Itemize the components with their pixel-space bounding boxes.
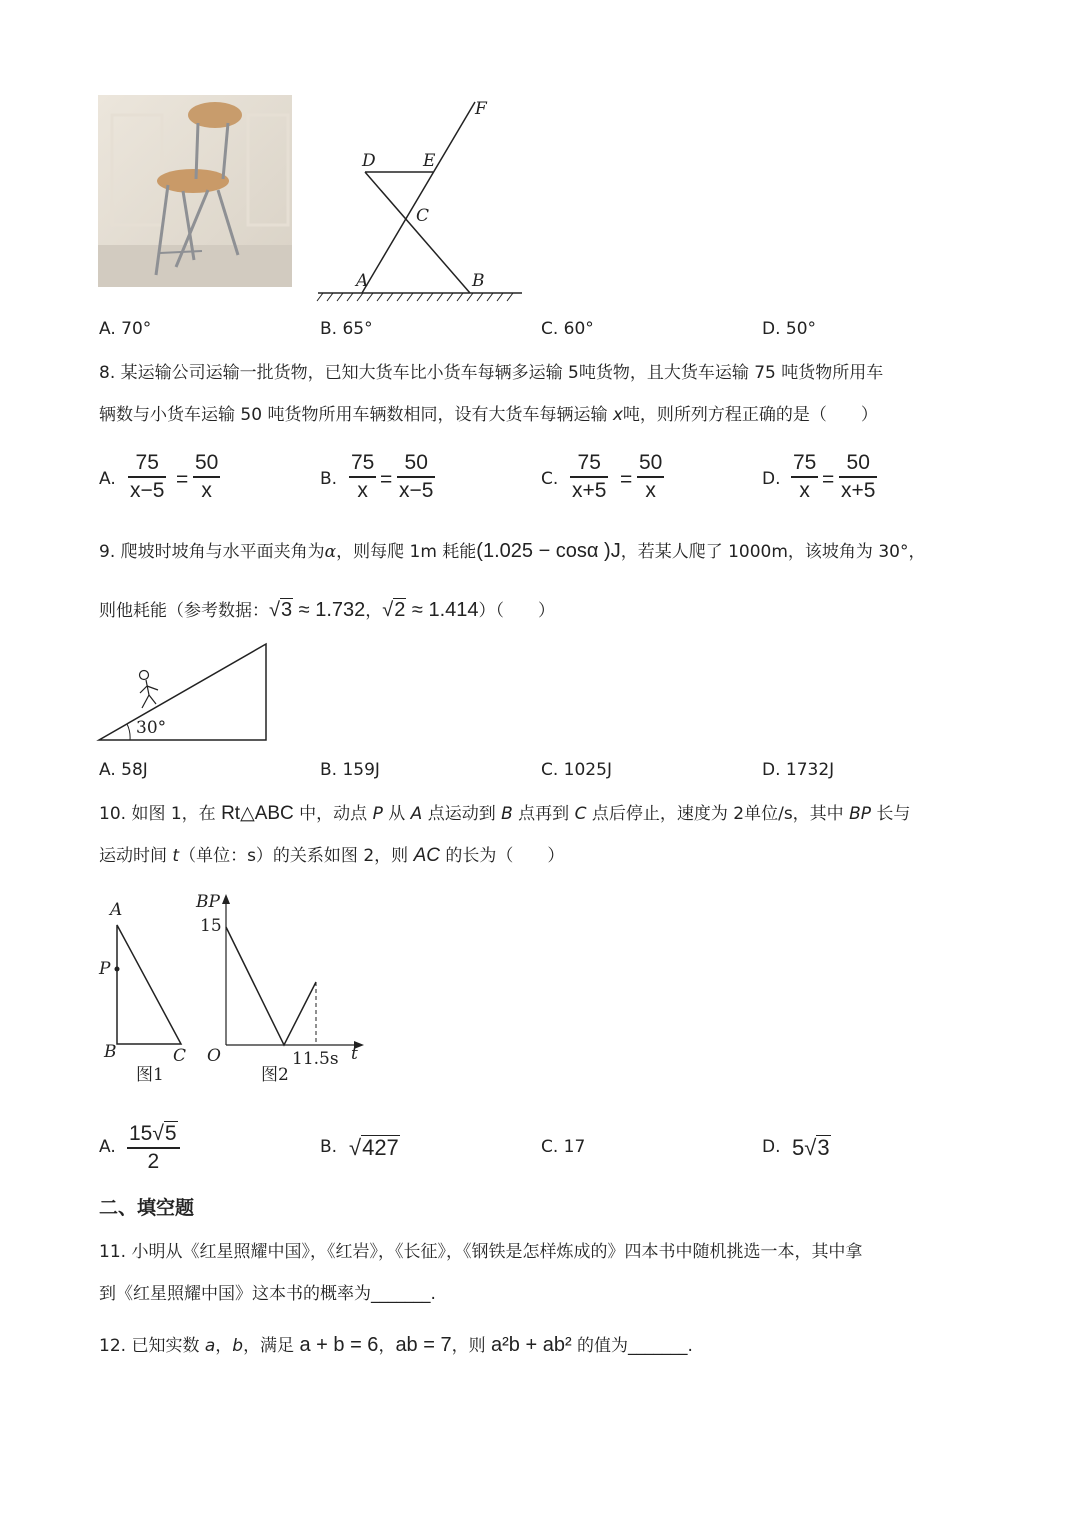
q10-option-a-fraction: 15√5 2 xyxy=(127,1121,180,1173)
q8-option-a-equals: = xyxy=(176,468,189,491)
figure1-triangle xyxy=(110,920,190,1050)
q11-stem-line1: 11. 小明从《红星照耀中国》，《红岩》，《长征》，《钢铁是怎样炼成的》四本书中随机挑选一本，其中拿 xyxy=(99,1242,863,1262)
q10-option-d-label: D. xyxy=(762,1137,781,1157)
q10-option-d-value: 5√3 xyxy=(792,1135,830,1160)
q8-option-a-left-fraction: 75 x−5 xyxy=(130,451,165,502)
q8-option-b-right-fraction: 50 x−5 xyxy=(399,451,434,502)
fig2-y-value-15: 15 xyxy=(200,916,222,936)
q7-option-d: D. 50° xyxy=(762,319,817,339)
fig2-x-axis-label: t xyxy=(351,1044,358,1064)
q9-option-b: B. 159J xyxy=(320,760,380,780)
q9-option-d: D. 1732J xyxy=(762,760,835,780)
q8-stem-line1: 8. 某运输公司运输一批货物，已知大货车比小货车每辆多运输 5吨货物，且大货车运输 75 吨货物所用车 xyxy=(99,363,884,383)
point-label-A: A xyxy=(356,271,369,291)
q8-option-b-equals: = xyxy=(380,468,393,491)
chair-photo xyxy=(98,95,292,287)
q9-option-c: C. 1025J xyxy=(541,760,612,780)
q9-stem-line1: 9. 爬坡时坡角与水平面夹角为α，则每爬 1m 耗能(1.025 − cosα )J，若某人爬了 1000m，该坡角为 30°， xyxy=(99,540,926,562)
q8-option-c-label: C. xyxy=(541,469,559,489)
point-label-C: C xyxy=(416,206,430,226)
q12-stem: 12. 已知实数 a，b，满足 a + b = 6，ab = 7，则 a²b + ab² 的值为_______. xyxy=(99,1334,693,1356)
fig2-origin-label: O xyxy=(207,1046,221,1066)
q10-stem-line2: 运动时间 t（单位：s）的关系如图 2，则 AC 的长为（ ） xyxy=(99,845,565,866)
point-label-F: F xyxy=(475,99,487,119)
fig2-x-mark-label: 11.5s xyxy=(292,1049,339,1069)
fig1-label-B: B xyxy=(104,1042,117,1062)
q8-option-a-right-fraction: 50 x xyxy=(195,451,219,502)
q8-option-c-equals: = xyxy=(620,468,633,491)
fig2-y-axis-label: BP xyxy=(196,892,220,912)
point-label-E: E xyxy=(423,151,436,171)
crossing-lines-figure xyxy=(315,95,525,305)
q8-option-d-label: D. xyxy=(762,469,781,489)
q8-option-c-left-fraction: 75 x+5 xyxy=(572,451,607,502)
q8-option-c-right-fraction: 50 x xyxy=(639,451,663,502)
q7-option-b: B. 65° xyxy=(320,319,373,339)
q10-option-b-value: √427 xyxy=(349,1135,399,1160)
figure2-graph xyxy=(210,893,370,1058)
q7-option-a: A. 70° xyxy=(99,319,152,339)
q8-option-d-right-fraction: 50 x+5 xyxy=(841,451,876,502)
q11-stem-line2: 到《红星照耀中国》这本书的概率为_______. xyxy=(99,1284,436,1304)
q10-option-b-label: B. xyxy=(320,1137,338,1157)
q8-option-b-label: B. xyxy=(320,469,338,489)
fig2-caption: 图2 xyxy=(261,1065,289,1085)
section-heading-fill-in: 二、填空题 xyxy=(99,1197,195,1219)
q9-option-a: A. 58J xyxy=(99,760,148,780)
q8-option-b-left-fraction: 75 x xyxy=(351,451,375,502)
q9-stem-line2: 则他耗能（参考数据：√3 ≈ 1.732，√2 ≈ 1.414）（ ） xyxy=(99,599,555,621)
point-label-B: B xyxy=(472,271,485,291)
q8-stem-line2: 辆数与小货车运输 50 吨货物所用车辆数相同，设有大货车每辆运输 x吨，则所列方程正确的是（ ） xyxy=(99,405,878,425)
q10-option-c: C. 17 xyxy=(541,1137,586,1157)
fig1-caption: 图1 xyxy=(136,1065,164,1085)
q8-option-d-left-fraction: 75 x xyxy=(793,451,817,502)
point-label-D: D xyxy=(362,151,376,171)
fig1-label-P: P xyxy=(99,959,111,979)
q10-option-a-label: A. xyxy=(99,1137,116,1157)
slope-figure xyxy=(96,640,271,745)
q10-stem-line1: 10. 如图 1，在 Rt△ABC 中，动点 P 从 A 点运动到 B 点再到 C 点后停止，速度为 2单位/s，其中 BP 长与 xyxy=(99,803,911,824)
fig1-label-A: A xyxy=(110,900,123,920)
slope-angle-label: 30° xyxy=(136,718,167,738)
q8-option-a-label: A. xyxy=(99,469,116,489)
q8-option-d-equals: = xyxy=(822,468,835,491)
q7-option-c: C. 60° xyxy=(541,319,594,339)
fig1-label-C: C xyxy=(173,1046,187,1066)
